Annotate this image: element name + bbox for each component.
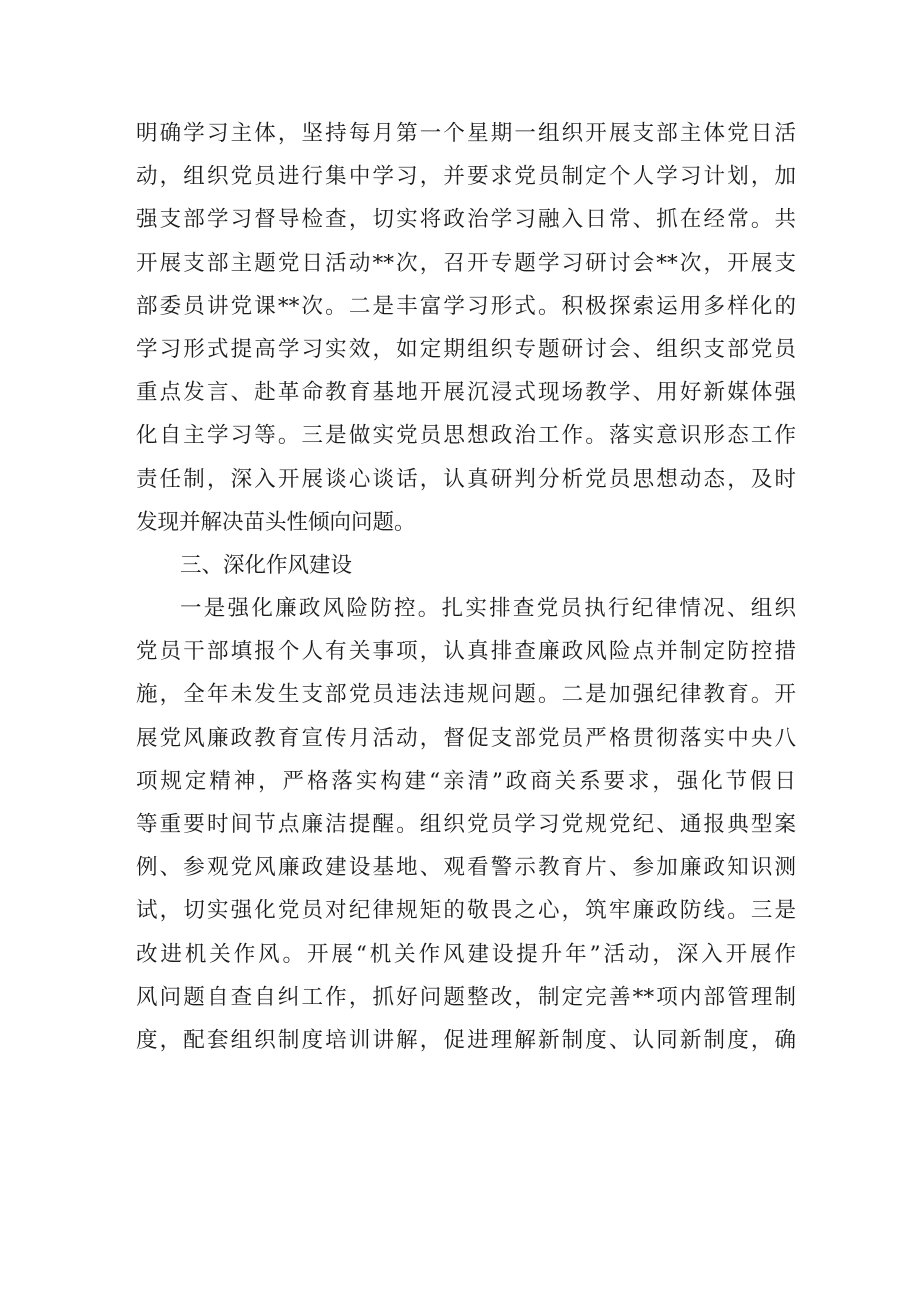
text-line: 试，切实强化党员对纪律规矩的敬畏之心，筑牢廉政防线。三是 bbox=[136, 898, 796, 924]
text-line: 部委员讲党课**次。二是丰富学习形式。积极探索运用多样化的 bbox=[136, 293, 796, 319]
body-text bbox=[136, 112, 796, 1062]
text-line: 明确学习主体，坚持每月第一个星期一组织开展支部主体党日活 bbox=[136, 121, 796, 146]
text-line: 责任制，深入开展谈心谈话，认真研判分析党员思想动态，及时 bbox=[136, 466, 796, 492]
text-line: 项规定精神，严格落实构建“亲清”政商关系要求，强化节假日 bbox=[136, 768, 796, 794]
text-line: 党员干部填报个人有关事项，认真排查廉政风险点并制定防控措 bbox=[136, 639, 796, 665]
text-line: 例、参观党风廉政建设基地、观看警示教育片、参加廉政知识测 bbox=[136, 855, 796, 881]
text-line: 学习形式提高学习实效，如定期组织专题研讨会、组织支部党员 bbox=[136, 336, 796, 362]
text-line: 展党风廉政教育宣传月活动，督促支部党员严格贯彻落实中央八 bbox=[136, 725, 796, 751]
text-line: 发现并解决苗头性倾向问题。 bbox=[136, 509, 416, 535]
text-line: 动，组织党员进行集中学习，并要求党员制定个人学习计划，加 bbox=[136, 164, 796, 190]
text-line: 度，配套组织制度培训讲解，促进理解新制度、认同新制度，确 bbox=[136, 1027, 796, 1053]
text-line: 强支部学习督导检查，切实将政治学习融入日常、抓在经常。共 bbox=[136, 207, 796, 233]
section-heading: 三、深化作风建设 bbox=[180, 552, 353, 578]
text-line: 施，全年未发生支部党员违法违规问题。二是加强纪律教育。开 bbox=[136, 682, 796, 708]
text-line: 一是强化廉政风险防控。扎实排查党员执行纪律情况、组织 bbox=[180, 596, 796, 622]
text-line: 开展支部主题党日活动**次，召开专题学习研讨会**次，开展支 bbox=[136, 250, 796, 276]
text-line: 等重要时间节点廉洁提醒。组织党员学习党规党纪、通报典型案 bbox=[136, 812, 796, 837]
text-line: 化自主学习等。三是做实党员思想政治工作。落实意识形态工作 bbox=[136, 423, 796, 449]
text-line: 风问题自查自纠工作，抓好问题整改，制定完善**项内部管理制 bbox=[136, 984, 796, 1010]
text-line: 改进机关作风。开展“机关作风建设提升年”活动，深入开展作 bbox=[136, 941, 796, 967]
text-line: 重点发言、赴革命教育基地开展沉浸式现场教学、用好新媒体强 bbox=[136, 380, 796, 406]
